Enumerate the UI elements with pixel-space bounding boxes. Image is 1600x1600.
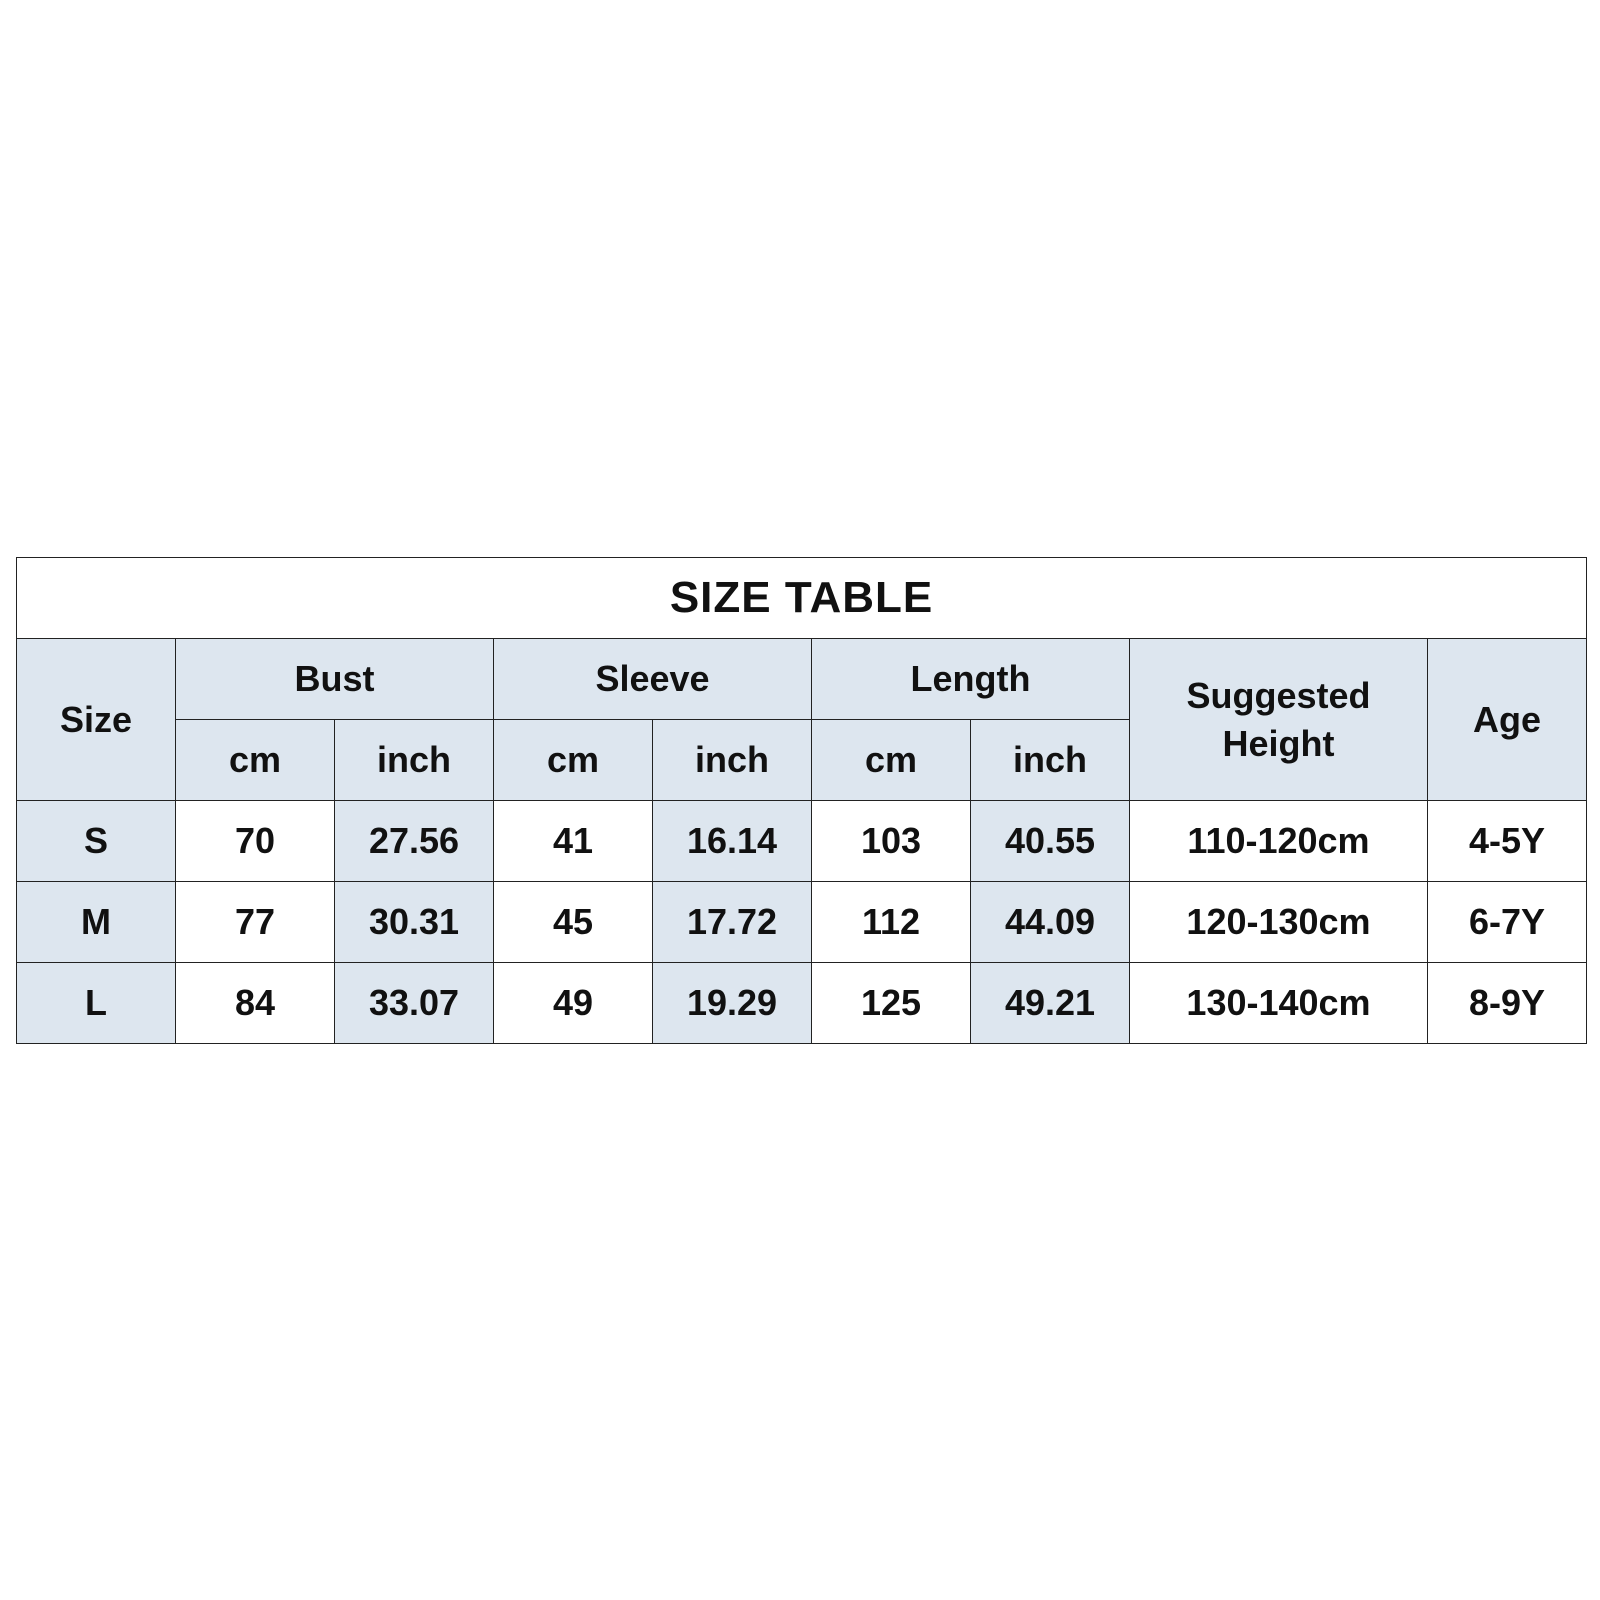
length-cm-cell: 125 xyxy=(812,963,971,1044)
suggested-height-header xyxy=(1130,639,1428,801)
length-header: Length xyxy=(812,639,1130,720)
suggested-height-header-line1: Suggested xyxy=(1186,674,1371,716)
bust-cm-header: cm xyxy=(176,720,335,801)
length-cm-cell: 103 xyxy=(812,801,971,882)
bust-cm-cell: 70 xyxy=(176,801,335,882)
table-row xyxy=(17,963,1587,1044)
age-cell: 4-5Y xyxy=(1428,801,1587,882)
title-row xyxy=(17,558,1587,639)
bust-cm-cell: 77 xyxy=(176,882,335,963)
length-cm-header: cm xyxy=(812,720,971,801)
size-table xyxy=(16,557,1587,1044)
sleeve-cm-header: cm xyxy=(494,720,653,801)
sleeve-inch-cell: 17.72 xyxy=(653,882,812,963)
sleeve-cm-cell: 49 xyxy=(494,963,653,1044)
header-row-1 xyxy=(17,639,1587,720)
size-cell: S xyxy=(17,801,176,882)
table-title: SIZE TABLE xyxy=(17,558,1587,639)
length-inch-cell: 49.21 xyxy=(971,963,1130,1044)
length-inch-cell: 44.09 xyxy=(971,882,1130,963)
length-cm-cell: 112 xyxy=(812,882,971,963)
bust-header: Bust xyxy=(176,639,494,720)
bust-inch-header: inch xyxy=(335,720,494,801)
age-cell: 6-7Y xyxy=(1428,882,1587,963)
sleeve-inch-cell: 16.14 xyxy=(653,801,812,882)
age-cell: 8-9Y xyxy=(1428,963,1587,1044)
bust-cm-cell: 84 xyxy=(176,963,335,1044)
size-table-container xyxy=(16,557,1586,1044)
suggested-height-cell: 110-120cm xyxy=(1130,801,1428,882)
bust-inch-cell: 30.31 xyxy=(335,882,494,963)
size-header: Size xyxy=(17,639,176,801)
table-row xyxy=(17,882,1587,963)
sleeve-header: Sleeve xyxy=(494,639,812,720)
length-inch-header: inch xyxy=(971,720,1130,801)
size-cell: L xyxy=(17,963,176,1044)
length-inch-cell: 40.55 xyxy=(971,801,1130,882)
sleeve-inch-header: inch xyxy=(653,720,812,801)
sleeve-inch-cell: 19.29 xyxy=(653,963,812,1044)
suggested-height-cell: 120-130cm xyxy=(1130,882,1428,963)
sleeve-cm-cell: 45 xyxy=(494,882,653,963)
suggested-height-cell: 130-140cm xyxy=(1130,963,1428,1044)
bust-inch-cell: 27.56 xyxy=(335,801,494,882)
size-cell: M xyxy=(17,882,176,963)
table-row xyxy=(17,801,1587,882)
sleeve-cm-cell: 41 xyxy=(494,801,653,882)
suggested-height-header-line2: Height xyxy=(1222,722,1335,764)
bust-inch-cell: 33.07 xyxy=(335,963,494,1044)
age-header: Age xyxy=(1428,639,1587,801)
